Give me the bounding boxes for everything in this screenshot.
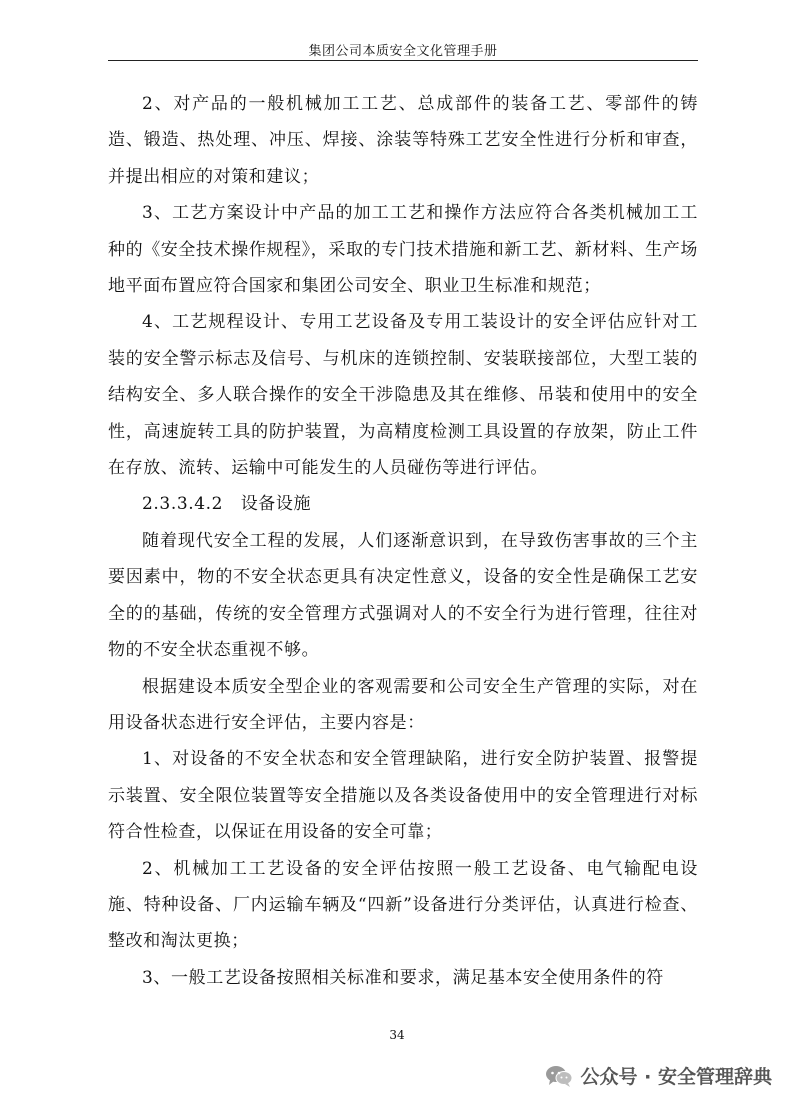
paragraph-general-equipment: 3、一般工艺设备按照相关标准和要求，满足基本安全使用条件的符 [142, 967, 664, 988]
watermark-text: 公众号 · 安全管理辞典 [580, 1066, 772, 1088]
paragraph-casting-forging: 2、对产品的一般机械加工工艺、总成部件的装备工艺、零部件的铸造、锻造、热处理、冲压、焊接、涂装等特殊工艺安全性进行分析和审查，并提出相应的对策和建议； [108, 94, 698, 187]
paragraph-unsafe-state-check: 1、对设备的不安全状态和安全管理缺陷，进行安全防护装置、报警提示装置、安全限位装置等安全措施以及各类设备使用中的安全管理进行对标符合性检查，以保证在用设备的安全可靠； [108, 749, 698, 843]
section-heading-equipment: 2.3.3.4.2 设备设施 [142, 494, 312, 515]
paragraph-classified-evaluation: 2、机械加工工艺设备的安全评估按照一般工艺设备、电气输配电设施、特种设备、厂内运输车辆及“四新”设备进行分类评估，认真进行检查、整改和淘汰更换； [108, 858, 698, 952]
document-body [108, 86, 698, 996]
wechat-icon [545, 1064, 573, 1088]
paragraph-tooling-assessment: 4、工艺规程设计、专用工艺设备及专用工装设计的安全评估应针对工装的安全警示标志及信号、与机床的连锁控制、安装联接部位，大型工装的结构安全、多人联合操作的安全干涉隐患及其在维修、吊装和使用中的安全性，高速旋转工具的防护装置，为高精度检测工具设置的存放架，防止工件在存放、流转、运输中可能发生的人员碰伤等进行评估。 [108, 312, 698, 479]
paragraph-evaluation-intro: 根据建设本质安全型企业的客观需要和公司安全生产管理的实际，对在用设备状态进行安全评估，主要内容是： [108, 676, 698, 733]
page-number: 34 [389, 1028, 405, 1042]
paragraph-safety-engineering: 随着现代安全工程的发展，人们逐渐意识到，在导致伤害事故的三个主要因素中，物的不安全状态更具有决定性意义，设备的安全性是确保工艺安全的的基础，传统的安全管理方式强调对人的不安全行为进行管理，往往对物的不安全状态重视不够。 [108, 530, 698, 661]
paragraph-process-design: 3、工艺方案设计中产品的加工工艺和操作方法应符合各类机械加工工种的《安全技术操作规程》，采取的专门技术措施和新工艺、新材料、生产场地平面布置应符合国家和集团公司安全、职业卫生标准和规范； [108, 203, 698, 297]
running-header [108, 38, 698, 61]
watermark [545, 1062, 772, 1089]
header-title: 集团公司本质安全文化管理手册 [308, 44, 498, 59]
